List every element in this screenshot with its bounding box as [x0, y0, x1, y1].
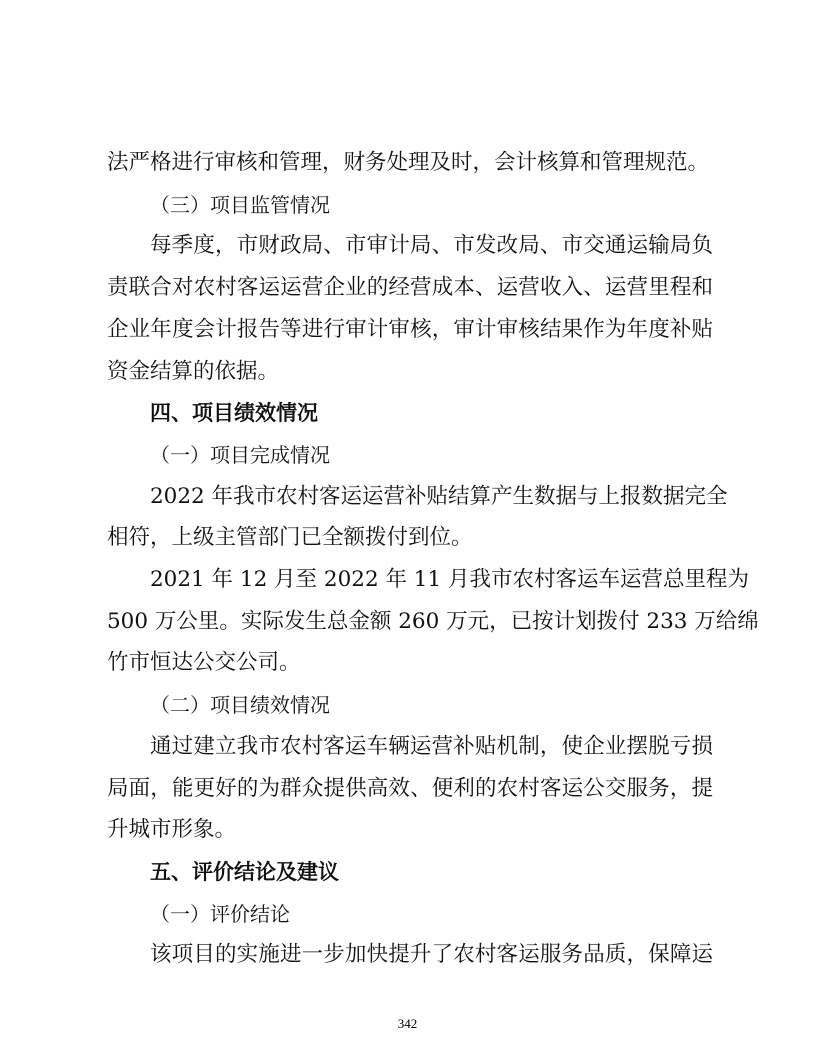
subsection-heading: （一）项目完成情况	[150, 443, 330, 467]
page-number: 342	[397, 1016, 418, 1031]
section-heading: 四、项目绩效情况	[150, 401, 318, 425]
paragraph-line: 竹市恒达公交公司。	[107, 650, 301, 675]
paragraph-line: 该项目的实施进一步加快提升了农村客运服务品质，保障运	[150, 942, 713, 967]
paragraph-line: 2021 年 12 月至 2022 年 11 月我市农村客运车运营总里程为	[150, 567, 749, 592]
paragraph-line: 法严格进行审核和管理，财务处理及时，会计核算和管理规范。	[107, 150, 710, 175]
paragraph-line: 资金结算的依据。	[107, 359, 280, 384]
subsection-heading: （三）项目监管情况	[150, 193, 330, 217]
paragraph-line: 2022 年我市农村客运运营补贴结算产生数据与上报数据完全	[150, 484, 728, 509]
paragraph-line: 相符，上级主管部门已全额拨付到位。	[107, 525, 473, 550]
paragraph-line: 每季度，市财政局、市审计局、市发改局、市交通运输局负	[150, 233, 713, 258]
paragraph-line: 500 万公里。实际发生总金额 260 万元，已按计划拨付 233 万给绵	[107, 609, 759, 634]
paragraph-line: 企业年度会计报告等进行审计审核，审计审核结果作为年度补贴	[107, 317, 713, 342]
paragraph-line: 升城市形象。	[107, 817, 237, 842]
subsection-heading: （一）评价结论	[150, 902, 290, 926]
section-heading: 五、评价结论及建议	[150, 860, 339, 884]
paragraph-line: 通过建立我市农村客运车辆运营补贴机制，使企业摆脱亏损	[150, 734, 713, 759]
subsection-heading: （二）项目绩效情况	[150, 693, 330, 717]
paragraph-line: 责联合对农村客运运营企业的经营成本、运营收入、运营里程和	[107, 275, 713, 300]
paragraph-line: 局面，能更好的为群众提供高效、便利的农村客运公交服务，提	[107, 776, 713, 801]
